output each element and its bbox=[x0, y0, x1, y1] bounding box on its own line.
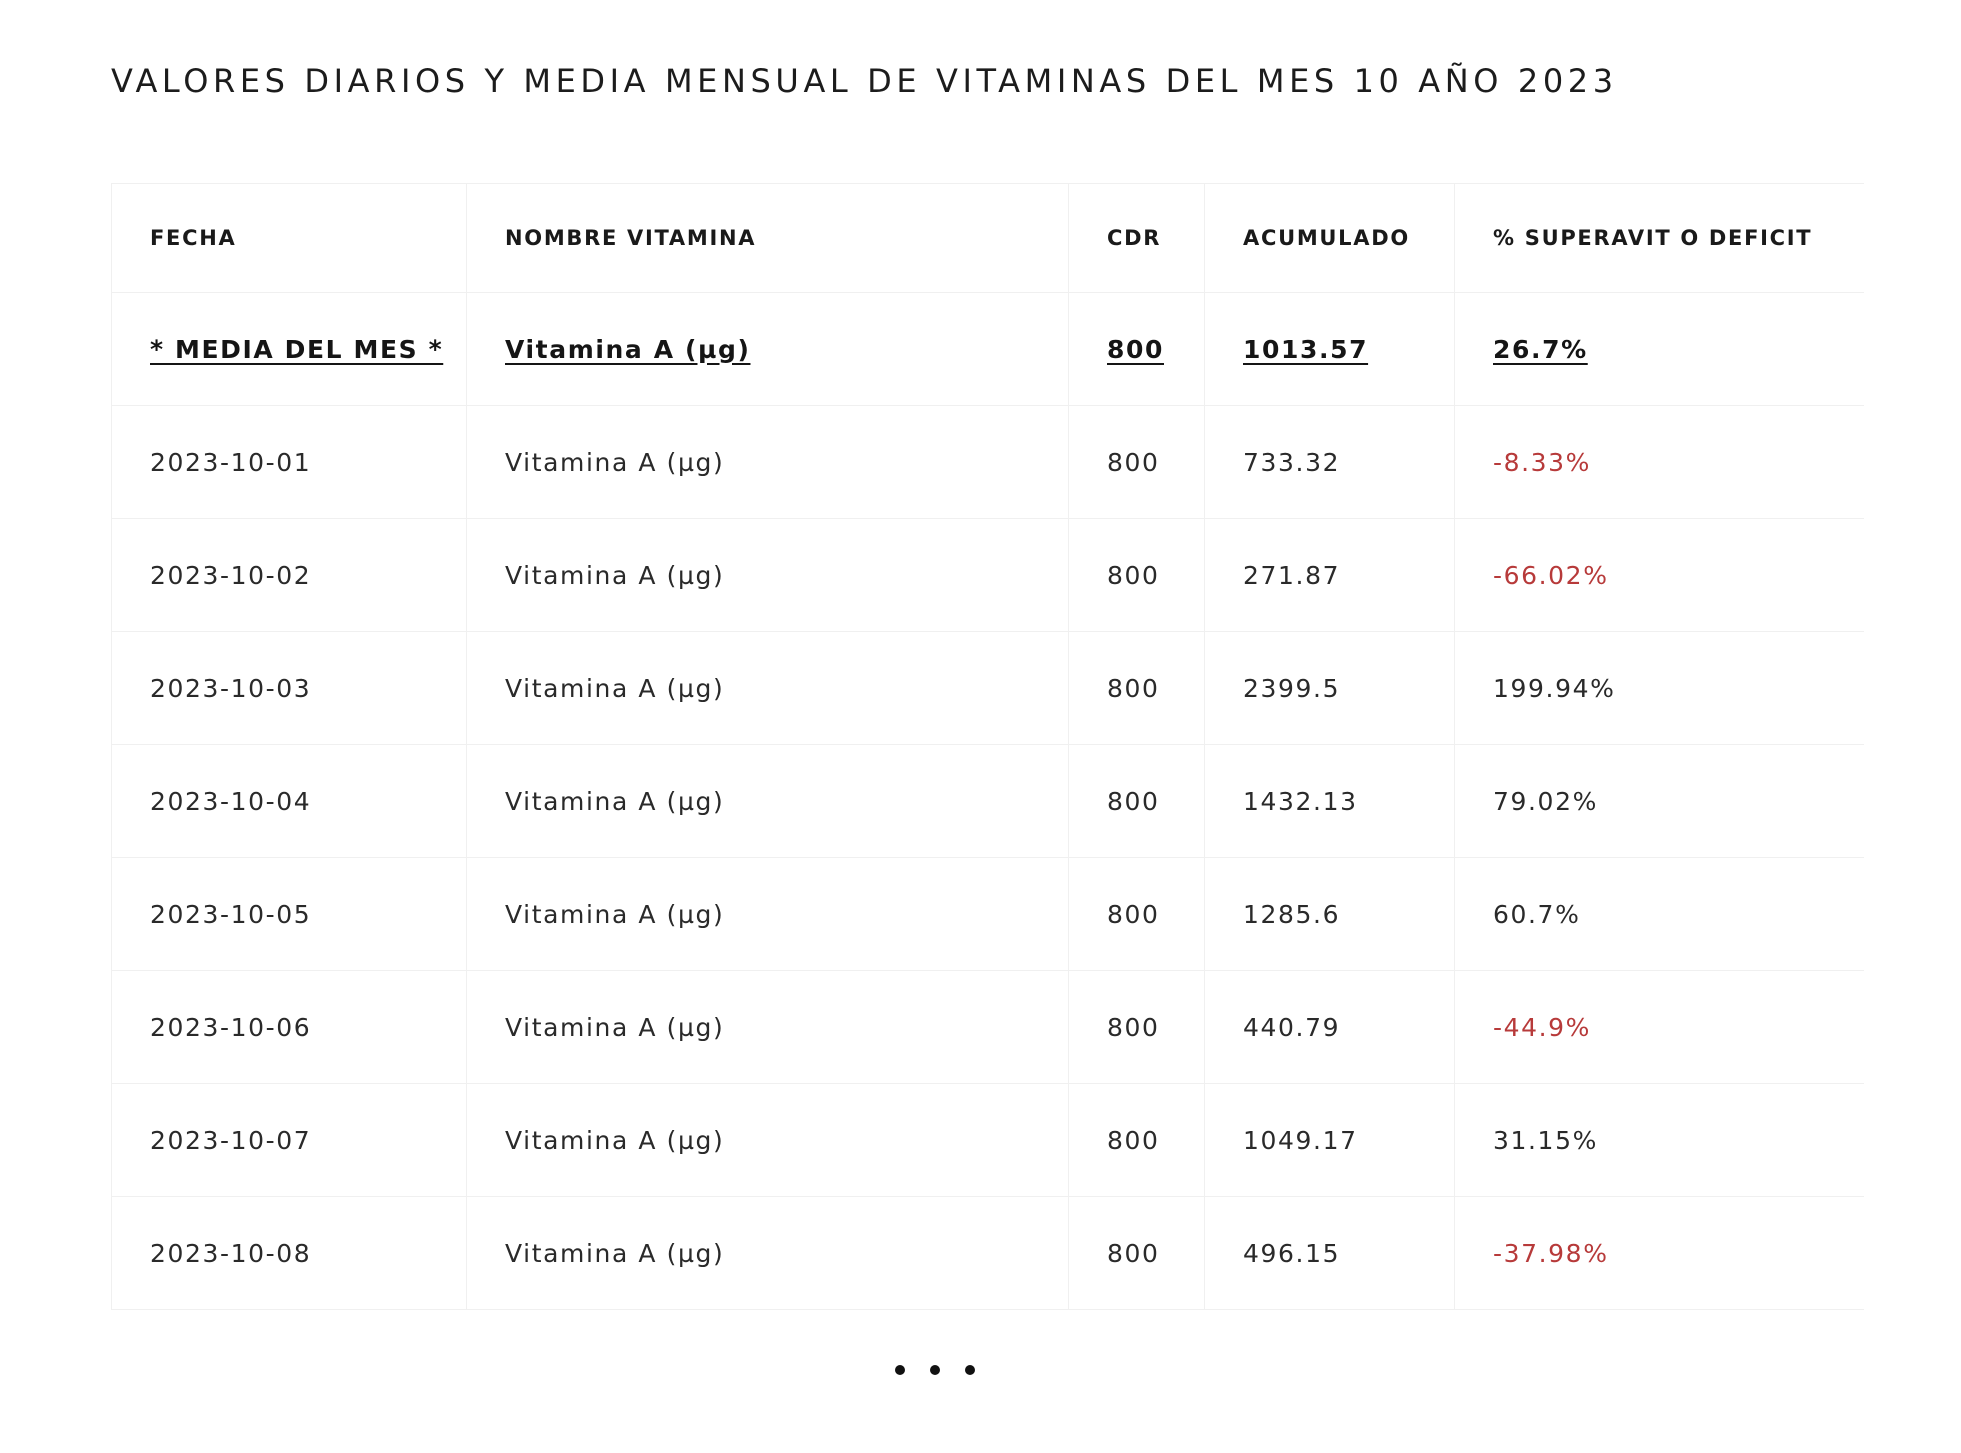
vitamin-table-container bbox=[111, 183, 1864, 1321]
header-fecha: FECHA bbox=[112, 184, 467, 293]
cell-porcentaje: 199.94% bbox=[1455, 632, 1865, 745]
summary-fecha: * MEDIA DEL MES * bbox=[150, 334, 444, 364]
cell-cdr: 800 bbox=[1069, 971, 1205, 1084]
cell-acumulado: 496.15 bbox=[1205, 1197, 1455, 1310]
cell-porcentaje: 60.7% bbox=[1455, 858, 1865, 971]
header-acumulado: ACUMULADO bbox=[1205, 184, 1455, 293]
cell-vitamina: Vitamina A (µg) bbox=[467, 971, 1069, 1084]
summary-acumulado: 1013.57 bbox=[1243, 334, 1369, 364]
cell-cdr: 800 bbox=[1069, 519, 1205, 632]
table-row bbox=[112, 971, 1865, 1084]
cell-porcentaje: -66.02% bbox=[1455, 519, 1865, 632]
summary-vitamina: Vitamina A (µg) bbox=[505, 334, 751, 364]
summary-porcentaje: 26.7% bbox=[1493, 334, 1588, 364]
header-row bbox=[112, 184, 1865, 293]
summary-vitamina-cell bbox=[467, 293, 1069, 406]
header-cdr: CDR bbox=[1069, 184, 1205, 293]
page-title: VALORES DIARIOS Y MEDIA MENSUAL DE VITAMINAS DEL MES 10 AÑO 2023 bbox=[111, 62, 1618, 100]
cell-porcentaje: 31.15% bbox=[1455, 1084, 1865, 1197]
cell-vitamina: Vitamina A (µg) bbox=[467, 632, 1069, 745]
cell-fecha: 2023-10-04 bbox=[112, 745, 467, 858]
cell-acumulado: 733.32 bbox=[1205, 406, 1455, 519]
cell-cdr: 800 bbox=[1069, 632, 1205, 745]
summary-acumulado-cell bbox=[1205, 293, 1455, 406]
vitamin-table bbox=[111, 183, 1864, 1310]
summary-cdr-cell bbox=[1069, 293, 1205, 406]
cell-porcentaje: -37.98% bbox=[1455, 1197, 1865, 1310]
cell-fecha: 2023-10-01 bbox=[112, 406, 467, 519]
table-row bbox=[112, 745, 1865, 858]
header-porcentaje: % SUPERAVIT O DEFICIT bbox=[1455, 184, 1865, 293]
cell-fecha: 2023-10-07 bbox=[112, 1084, 467, 1197]
cell-cdr: 800 bbox=[1069, 745, 1205, 858]
cell-vitamina: Vitamina A (µg) bbox=[467, 1084, 1069, 1197]
cell-porcentaje: 79.02% bbox=[1455, 745, 1865, 858]
cell-fecha: 2023-10-02 bbox=[112, 519, 467, 632]
table-header bbox=[112, 184, 1865, 293]
cell-vitamina: Vitamina A (µg) bbox=[467, 406, 1069, 519]
header-nombre-vitamina: NOMBRE VITAMINA bbox=[467, 184, 1069, 293]
cell-acumulado: 2399.5 bbox=[1205, 632, 1455, 745]
dot-icon bbox=[965, 1365, 975, 1375]
dot-icon bbox=[930, 1365, 940, 1375]
cell-cdr: 800 bbox=[1069, 1197, 1205, 1310]
table-row bbox=[112, 1197, 1865, 1310]
cell-porcentaje: -44.9% bbox=[1455, 971, 1865, 1084]
table-body bbox=[112, 293, 1865, 1310]
cell-vitamina: Vitamina A (µg) bbox=[467, 519, 1069, 632]
cell-acumulado: 1432.13 bbox=[1205, 745, 1455, 858]
cell-vitamina: Vitamina A (µg) bbox=[467, 745, 1069, 858]
cell-porcentaje: -8.33% bbox=[1455, 406, 1865, 519]
cell-fecha: 2023-10-08 bbox=[112, 1197, 467, 1310]
table-row bbox=[112, 406, 1865, 519]
cell-fecha: 2023-10-05 bbox=[112, 858, 467, 971]
cell-vitamina: Vitamina A (µg) bbox=[467, 858, 1069, 971]
summary-porcentaje-cell bbox=[1455, 293, 1865, 406]
table-row bbox=[112, 632, 1865, 745]
cell-acumulado: 271.87 bbox=[1205, 519, 1455, 632]
cell-acumulado: 440.79 bbox=[1205, 971, 1455, 1084]
cell-vitamina: Vitamina A (µg) bbox=[467, 1197, 1069, 1310]
cell-fecha: 2023-10-03 bbox=[112, 632, 467, 745]
cell-cdr: 800 bbox=[1069, 858, 1205, 971]
cell-cdr: 800 bbox=[1069, 406, 1205, 519]
cell-acumulado: 1049.17 bbox=[1205, 1084, 1455, 1197]
summary-row bbox=[112, 293, 1865, 406]
cell-acumulado: 1285.6 bbox=[1205, 858, 1455, 971]
cell-fecha: 2023-10-06 bbox=[112, 971, 467, 1084]
dot-icon bbox=[895, 1365, 905, 1375]
table-row bbox=[112, 858, 1865, 971]
cell-cdr: 800 bbox=[1069, 1084, 1205, 1197]
table-row bbox=[112, 519, 1865, 632]
ellipsis-icon bbox=[895, 1365, 975, 1375]
summary-fecha-cell bbox=[112, 293, 467, 406]
summary-cdr: 800 bbox=[1107, 334, 1164, 364]
table-row bbox=[112, 1084, 1865, 1197]
